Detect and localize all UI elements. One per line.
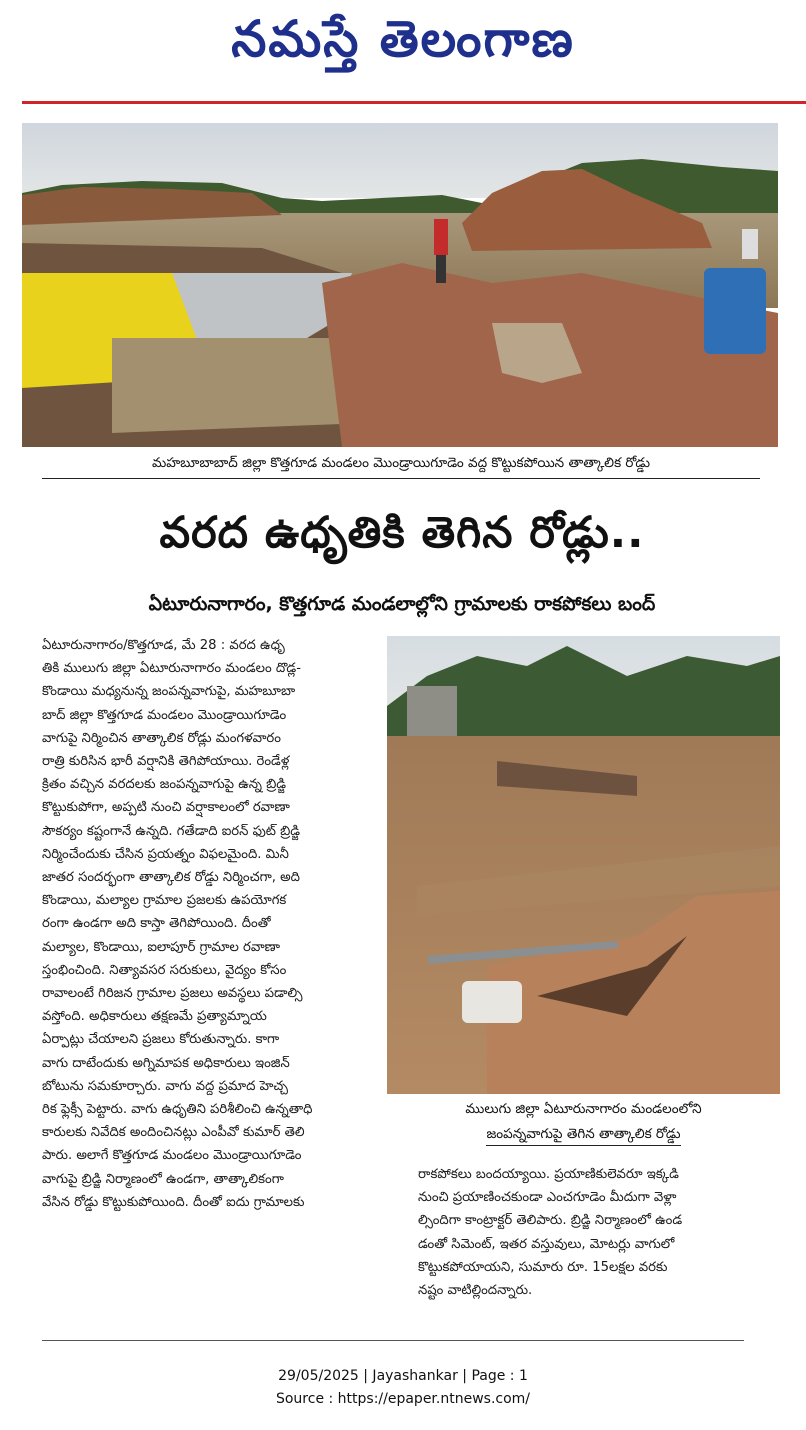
footer-source: Source : https://epaper.ntnews.com/ bbox=[275, 1391, 531, 1407]
article-line: సౌకర్యం కష్టంగానే ఉన్నది. గతేడాది ఐరన్‌ ఫుట్‌ బ్రిడ్జి bbox=[42, 823, 301, 839]
footer-divider bbox=[42, 1340, 744, 1341]
article-line: ల్సిందిగా కాంట్రాక్టర్‌ తెలిపారు. బ్రిడ్జి నిర్మాణంలో ఉండ bbox=[418, 1213, 683, 1229]
article-line: క్రితం వచ్చిన వరదలకు జంపన్నవాగుపై ఉన్న బ్రిడ్జి bbox=[42, 777, 287, 793]
photo2-caption-line2 bbox=[387, 1126, 780, 1145]
article-line: రంగా ఉండగా అది కాస్తా తెగిపోయింది. దీంతో bbox=[42, 916, 271, 932]
article-line: రిక ఫ్లెక్సీ పెట్టారు. వాగు ఉధృతిని పరిశీలించి ఉన్నతాధి bbox=[42, 1102, 313, 1118]
article-line: రావాలంటే గిరిజన గ్రామాల ప్రజలు అవస్థలు పడాల్సి bbox=[42, 986, 303, 1002]
article-line: వాగుపై నిర్మించిన తాత్కాలిక రోడ్లు మంగళవారం bbox=[42, 730, 281, 746]
article-line: కొండాయి, మల్యాల గ్రామాల ప్రజలకు ఉపయోగక bbox=[42, 893, 287, 909]
article-line: నిర్మించేందుకు చేసిన ప్రయత్నం విఫలమైంది. మినీ bbox=[42, 846, 289, 862]
article-line: వాగుపై బ్రిడ్జి నిర్మాణంలో ఉండగా, తాత్కాలికంగా bbox=[42, 1171, 284, 1187]
article-line: ఏర్పాట్లు చేయాలని ప్రజలు కోరుతున్నారు. కాగా bbox=[42, 1032, 280, 1048]
masthead-divider bbox=[22, 101, 806, 104]
article-line: పారు. అలాగే కొత్తగూడ మండలం మొండ్రాయిగూడెం bbox=[42, 1148, 302, 1164]
jampanna-stream-photo bbox=[387, 636, 780, 1094]
photo2-caption-line2-text: జంపన్నవాగుపై తెగిన తాత్కాలిక రోడ్డు bbox=[486, 1126, 680, 1146]
article-line: కొట్టుకుపోగా, అప్పటి నుంచి వర్షాకాలంలో రవాణా bbox=[42, 800, 290, 816]
subheadline: ఏటూరునాగారం, కొత్తగూడ మండలాల్లోని గ్రామాలకు రాకపోకలు బంద్‌ bbox=[148, 593, 656, 615]
article-line: డంతో సిమెంట్‌, ఇతర వస్తువులు, మోటర్లు వాగులో bbox=[418, 1236, 675, 1252]
article-line: వాగు దాటేందుకు అగ్నిమాపక అధికారులు ఇంజిన్‌ bbox=[42, 1055, 290, 1071]
headline: వరద ఉధృతికి తెగిన రోడ్లు.. bbox=[159, 508, 645, 558]
article-line: నుంచి ప్రయాణించకుండా ఎంచగూడెం మీదుగా వెళ్లా bbox=[418, 1190, 677, 1206]
article-line: కొండాయి మధ్యనున్న జంపన్నవాగుపై, మహబూబా bbox=[42, 684, 296, 700]
article-line: వేసిన రోడ్డు కొట్టుకుపోయింది. దీంతో ఐదు గ్రామాలకు bbox=[42, 1194, 305, 1210]
photo2-caption-line1: ములుగు జిల్లా ఏటూరునాగారం మండలంలోని bbox=[465, 1101, 702, 1117]
article-line: జాతర సందర్భంగా తాత్కాలిక రోడ్డు నిర్మించగా, అది bbox=[42, 870, 300, 886]
article-line: ఏటూరునాగారం/కొత్తగూడ, మే 28 : వరద ఉధృ bbox=[42, 638, 285, 653]
article-line: వస్తోంది. అధికారులు తక్షణమే ప్రత్యామ్నాయ bbox=[42, 1009, 267, 1025]
article-line: బాద్‌ జిల్లా కొత్తగూడ మండలం మొండ్రాయిగూడెం bbox=[42, 707, 287, 723]
article-line: బోటును సమకూర్చారు. వాగు వద్ద ప్రమాద హెచ్చ bbox=[42, 1078, 289, 1094]
article-line: మల్యాల, కొండాయి, ఐలాపూర్‌ గ్రామాల రవాణా bbox=[42, 939, 281, 955]
masthead bbox=[0, 0, 806, 102]
article-line: కారులకు నివేదిక అందించినట్లు ఎంపీవో కుమార్‌ తెలి bbox=[42, 1125, 305, 1141]
newspaper-logo: నమస్తే తెలంగాణ bbox=[231, 10, 575, 68]
photo1-caption: మహబూబాబాద్‌ జిల్లా కొత్తగూడ మండలం మొండ్రాయిగూడెం వద్ద కొట్టుకపోయిన తాత్కాలిక రోడ్డు bbox=[42, 455, 760, 479]
article-line: రాకపోకలు బందయ్యాయి. ప్రయాణికులెవరూ ఇక్కడి bbox=[418, 1167, 679, 1182]
article-column-1 bbox=[42, 634, 378, 1214]
article-line: నష్టం వాటిల్లిందన్నారు. bbox=[418, 1283, 533, 1299]
article-line: స్తంభించింది. నిత్యావసర సరుకులు, వైద్యం కోసం bbox=[42, 962, 287, 978]
road-washout-photo bbox=[22, 123, 778, 447]
footer-date-edition: 29/05/2025 | Jayashankar | Page : 1 bbox=[278, 1368, 528, 1384]
article-line: కొట్టుకపోయాయని, సుమారు రూ. 15లక్షల వరకు bbox=[418, 1259, 668, 1275]
jampanna-stream-photo-image bbox=[387, 636, 780, 1094]
article-line: తికి ములుగు జిల్లా ఏటూరునాగారం మండలం దొడ్ల- bbox=[42, 661, 301, 677]
article-line: రాత్రి కురిసిన భారీ వర్షానికి తెగిపోయాయి. రెండేళ్ల bbox=[42, 754, 290, 770]
article-column-2 bbox=[418, 1163, 780, 1302]
road-washout-photo-image bbox=[22, 123, 778, 447]
